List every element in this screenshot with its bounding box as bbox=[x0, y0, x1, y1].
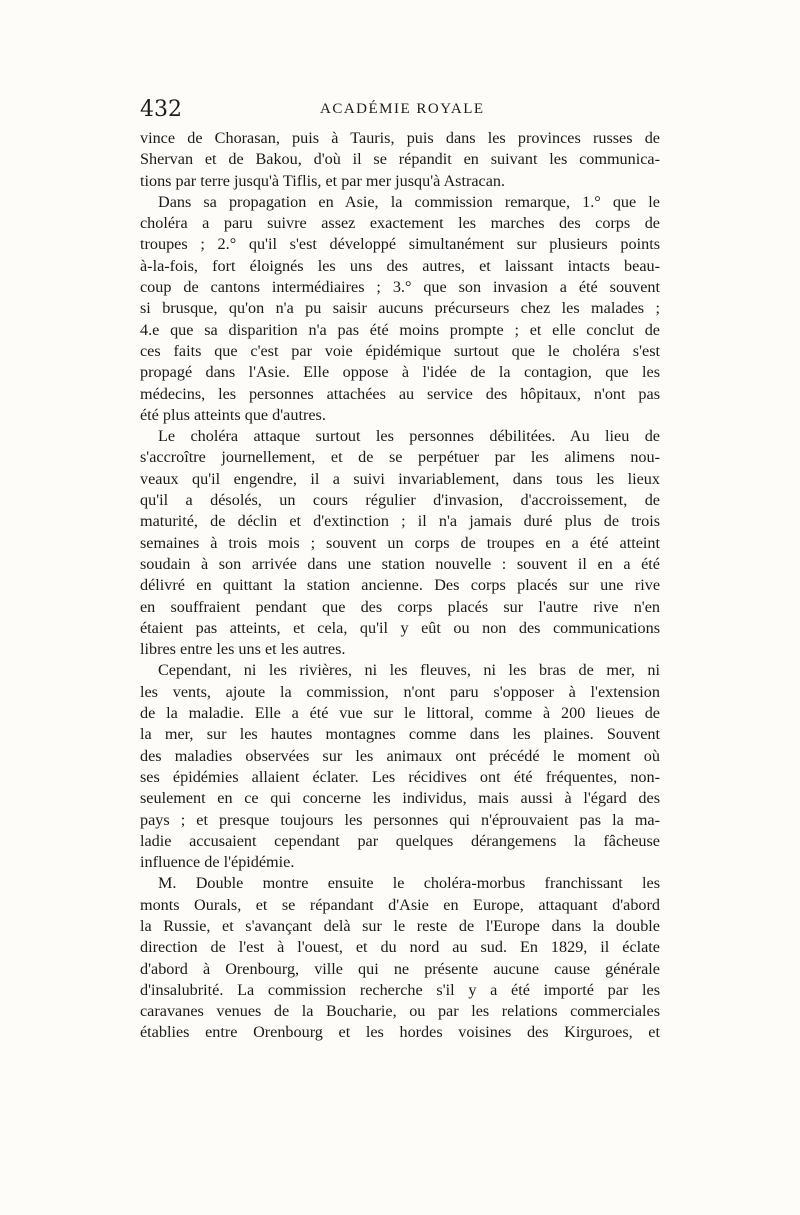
text-line: médecins, les personnes attachées au service des hôpitaux, n'ont pas bbox=[140, 384, 660, 403]
text-line: 4.e que sa disparition n'a pas été moins prompte ; et elle conclut de bbox=[140, 320, 660, 339]
text-line: s'accroître journellement, et de se perpétuer par les alimens nou- bbox=[140, 448, 660, 467]
text-line: la Russie, et s'avançant delà sur le reste de l'Europe dans la double bbox=[140, 916, 660, 935]
text-line: propagé dans l'Asie. Elle oppose à l'idée de la contagion, que les bbox=[140, 363, 660, 382]
text-line: été plus atteints que d'autres. bbox=[140, 405, 326, 424]
text-line: maturité, de déclin et d'extinction ; il n'a jamais duré plus de trois bbox=[140, 512, 660, 531]
text-line: M. Double montre ensuite le choléra-morbus franchissant les bbox=[158, 874, 660, 893]
text-line: semaines à trois mois ; souvent un corps de troupes en a été atteint bbox=[140, 533, 660, 552]
text-line: seulement en ce qui concerne les individus, mais aussi à l'égard des bbox=[140, 789, 660, 808]
text-line: ces faits que c'est par voie épidémique surtout que le choléra s'est bbox=[140, 341, 660, 360]
text-line: des maladies observées sur les animaux ont précédé le moment où bbox=[140, 746, 660, 765]
text-line: à-la-fois, fort éloignés les uns des autres, et laissant intacts beau- bbox=[140, 256, 660, 275]
text-line: Shervan et de Bakou, d'où il se répandit en suivant les communica- bbox=[140, 150, 660, 169]
page-number: 432 bbox=[140, 97, 182, 122]
text-line: de la maladie. Elle a été vue sur le littoral, comme à 200 lieues de bbox=[140, 704, 660, 723]
text-line: si brusque, qu'on n'a pu saisir aucuns précurseurs chez les malades ; bbox=[140, 299, 660, 318]
text-line: pays ; et presque toujours les personnes qui n'éprouvaient pas la ma- bbox=[140, 810, 660, 829]
text-line: Dans sa propagation en Asie, la commission remarque, 1.° que le bbox=[158, 192, 660, 211]
text-line: choléra a paru suivre assez exactement les marches des corps de bbox=[140, 214, 660, 233]
text-line: délivré en quittant la station ancienne. Des corps placés sur une rive bbox=[140, 576, 660, 595]
page-header bbox=[140, 97, 660, 125]
text-line: les vents, ajoute la commission, n'ont paru s'opposer à l'extension bbox=[140, 682, 660, 701]
text-line: établies entre Orenbourg et les hordes voisines des Kirguroes, et bbox=[140, 1023, 660, 1042]
text-line: caravanes venues de la Boucharie, ou par les relations commerciales bbox=[140, 1002, 660, 1021]
text-line: Le choléra attaque surtout les personnes débilitées. Au lieu de bbox=[158, 427, 660, 446]
text-line: veaux qu'il engendre, il a suivi invariablement, dans tous les lieux bbox=[140, 469, 660, 488]
text-line: ses épidémies allaient éclater. Les récidives ont été fréquentes, non- bbox=[140, 767, 660, 786]
text-line: Cependant, ni les rivières, ni les fleuves, ni les bras de mer, ni bbox=[158, 661, 660, 680]
running-head: ACADÉMIE ROYALE bbox=[320, 101, 485, 117]
text-line: qu'il a désolés, un cours régulier d'invasion, d'accroissement, de bbox=[140, 491, 660, 510]
text-line: direction de l'est à l'ouest, et du nord au sud. En 1829, il éclate bbox=[140, 938, 660, 957]
text-line: vince de Chorasan, puis à Tauris, puis dans les provinces russes de bbox=[140, 129, 660, 147]
text-line: monts Ourals, et se répandant d'Asie en Europe, attaquant d'abord bbox=[140, 895, 660, 914]
text-line: libres entre les uns et les autres. bbox=[140, 640, 346, 659]
text-line: coup de cantons intermédiaires ; 3.° que son invasion a été souvent bbox=[140, 278, 660, 297]
text-line: troupes ; 2.° qu'il s'est développé simultanément sur plusieurs points bbox=[140, 235, 660, 254]
text-line: la mer, sur les hautes montagnes comme dans les plaines. Souvent bbox=[140, 725, 660, 744]
body-text bbox=[140, 128, 660, 1044]
text-line: étaient pas atteints, et cela, qu'il y eût ou non des communications bbox=[140, 618, 660, 637]
text-line: en souffraient pendant que des corps placés sur l'autre rive n'en bbox=[140, 597, 660, 616]
text-line: d'abord à Orenbourg, ville qui ne présente aucune cause générale bbox=[140, 959, 660, 978]
text-line: d'insalubrité. La commission recherche s'il y a été importé par les bbox=[140, 980, 660, 999]
text-line: tions par terre jusqu'à Tiflis, et par mer jusqu'à Astracan. bbox=[140, 171, 506, 190]
text-line: soudain à son arrivée dans une station nouvelle : souvent il en a été bbox=[140, 554, 660, 573]
text-line: ladie accusaient cependant par quelques dérangemens la fâcheuse bbox=[140, 831, 660, 850]
text-line: influence de l'épidémie. bbox=[140, 853, 295, 872]
